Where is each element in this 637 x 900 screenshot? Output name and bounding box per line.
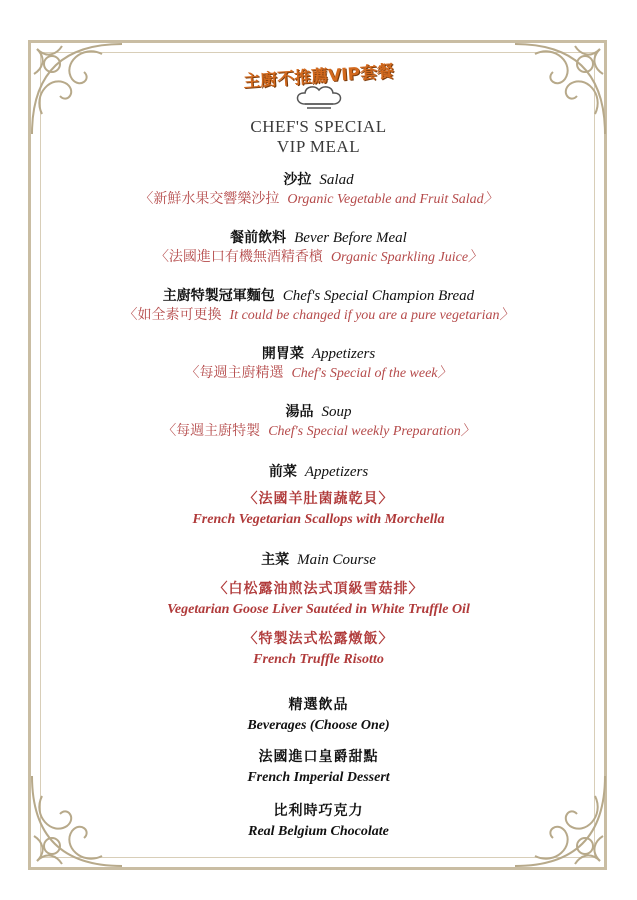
desc-en: It could be changed if you are a pure vegetarian〉 xyxy=(229,308,514,323)
course-beverage-before xyxy=(0,228,637,268)
course-en: Salad xyxy=(319,172,354,188)
course-appetizers-1 xyxy=(0,344,637,384)
desc-zh: 〈如全素可更換 xyxy=(123,308,222,323)
course-zh: 比利時巧克力 xyxy=(273,803,364,819)
desc-en: Organic Vegetable and Fruit Salad〉 xyxy=(287,192,498,207)
course-main xyxy=(0,550,637,670)
course-salad xyxy=(0,170,637,210)
dish-en: French Truffle Risotto xyxy=(253,652,384,667)
title-line-1: CHEF'S SPECIAL xyxy=(250,117,387,136)
course-en: Chef's Special Champion Bread xyxy=(282,288,475,304)
course-en: Real Belgium Chocolate xyxy=(248,824,389,839)
course-appetizers-2 xyxy=(0,462,637,530)
course-en: Beverages (Choose One) xyxy=(247,718,390,733)
course-soup xyxy=(0,402,637,442)
course-zh: 湯品 xyxy=(285,404,314,420)
desc-en: Chef's Special weekly Preparation〉 xyxy=(268,424,475,439)
course-zh: 主菜 xyxy=(261,552,290,568)
course-zh: 前菜 xyxy=(268,464,297,480)
dish-en: Vegetarian Goose Liver Sautéed in White Truffle Oil xyxy=(167,602,470,617)
course-zh: 開胃菜 xyxy=(261,346,304,362)
course-en: Appetizers xyxy=(311,346,376,362)
course-zh: 沙拉 xyxy=(283,172,312,188)
desc-zh: 〈每週主廚精選 xyxy=(185,366,284,381)
dish-en: French Vegetarian Scallops with Morchella xyxy=(192,512,445,527)
desc-zh: 〈每週主廚特製 xyxy=(162,424,261,439)
chef-hat-icon xyxy=(293,84,345,110)
desc-zh: 〈法國進口有機無酒精香檳 xyxy=(154,250,323,265)
dish-zh: 〈法國羊肚菌蔬乾貝〉 xyxy=(243,491,394,507)
dish-zh: 〈白松露油煎法式頂級雪菇排〉 xyxy=(213,581,424,597)
title-line-2: VIP MEAL xyxy=(276,137,361,156)
course-dessert xyxy=(0,746,637,788)
course-en: Main Course xyxy=(297,552,376,568)
course-zh: 餐前飲料 xyxy=(230,230,287,246)
page-title xyxy=(0,117,637,157)
course-en: Bever Before Meal xyxy=(294,230,407,246)
course-bread xyxy=(0,286,637,326)
course-en: French Imperial Dessert xyxy=(247,770,390,785)
dish-zh: 〈特製法式松露燉飯〉 xyxy=(243,631,394,647)
desc-en: Chef's Special of the week〉 xyxy=(291,366,452,381)
header-tag: 主廚不推薦VIP套餐 xyxy=(242,61,395,93)
desc-zh: 〈新鮮水果交響樂沙拉 xyxy=(139,192,280,207)
course-zh: 精選飲品 xyxy=(288,697,349,713)
course-chocolate xyxy=(0,800,637,842)
course-en: Appetizers xyxy=(304,464,369,480)
course-drinks xyxy=(0,694,637,736)
course-zh: 主廚特製冠軍麵包 xyxy=(162,288,275,304)
course-zh: 法國進口皇爵甜點 xyxy=(258,749,379,765)
course-en: Soup xyxy=(321,404,352,420)
desc-en: Organic Sparkling Juice〉 xyxy=(330,250,483,265)
